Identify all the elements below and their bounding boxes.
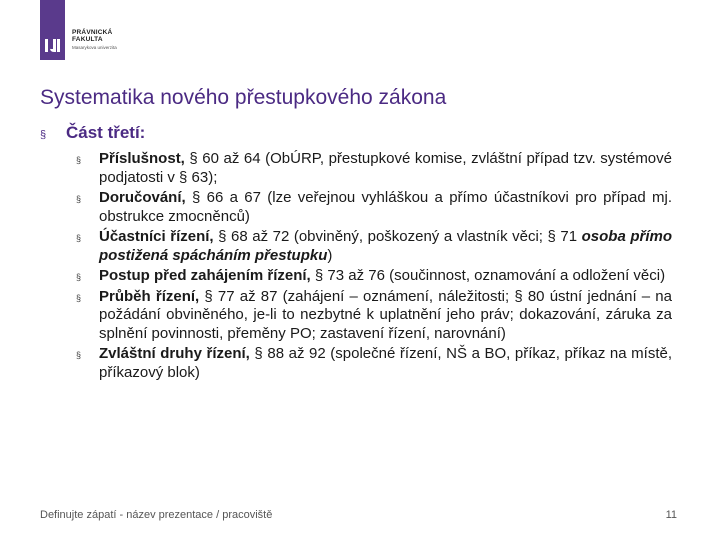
faculty-logo [40, 0, 117, 60]
section-bullet-icon: § [76, 194, 82, 204]
section-bullet-icon: § [76, 350, 82, 360]
item-tail: ) [327, 246, 333, 264]
logo-line-1: PRÁVNICKÁ [72, 29, 113, 36]
list-item [76, 150, 672, 187]
item-emphasis: osoba přímo postižená spácháním přestupku [99, 228, 673, 264]
list-item [76, 189, 672, 226]
list-item-text [99, 228, 672, 265]
item-body: § 68 až 72 (obviněný, poškozený a vlastník věci; § 71 [213, 228, 582, 245]
section-bullet-icon: § [76, 233, 82, 243]
list-item-text [99, 189, 672, 226]
level1-bullet-item [40, 123, 145, 143]
section-bullet-icon: § [76, 272, 82, 282]
list-item-text [99, 267, 672, 286]
level1-text: Část třetí: [66, 123, 146, 142]
item-body: § 66 a 67 (lze veřejnou vyhláškou a přímo účastníkovi pro případ mj. obstrukce zmocněnců) [99, 189, 672, 225]
item-body: § 73 až 76 (součinnost, oznamování a odložení věci) [310, 267, 666, 284]
section-bullet-icon: § [76, 292, 82, 303]
item-heading: Doručování, [99, 189, 186, 206]
item-body: § 88 až 92 (společné řízení, NŠ a BO, příkaz, příkaz na místě, příkazový blok) [99, 345, 673, 381]
page-number: 11 [665, 509, 677, 521]
list-item-text [99, 288, 672, 344]
section-bullet-icon: § [40, 129, 47, 141]
logo-text [72, 30, 117, 50]
list-item [76, 288, 672, 344]
item-heading: Zvláštní druhy řízení, [99, 345, 250, 362]
logo-line-2: FAKULTA [72, 35, 103, 43]
bullet-list [76, 150, 672, 384]
list-item [76, 267, 672, 286]
item-body: § 60 až 64 (ObÚRP, přestupkové komise, zvláštní případ tzv. systémové podjatosti v § 63); [99, 150, 672, 186]
item-heading: Účastníci řízení, [99, 228, 214, 245]
logo-line-3: Masarykova univerzita [72, 44, 117, 50]
slide-title: Systematika nového přestupkového zákona [40, 86, 447, 109]
list-item [76, 345, 672, 382]
item-body: § 77 až 87 (zahájení – oznámení, náležitosti; § 80 ústní jednání – na požádání obviněného, je-li to nezbytné k uplatnění jeho práv; dokazování, záruka za splnění povinnosti, přeměny PO; zastavení řízení, narovnání) [99, 287, 672, 342]
list-item-text [99, 150, 672, 187]
list-item-text [99, 345, 672, 382]
item-heading: Příslušnost, [99, 150, 185, 167]
list-item [76, 228, 672, 265]
faculty-logo-icon [40, 0, 65, 60]
item-heading: Průběh řízení, [99, 287, 200, 305]
item-heading: Postup před zahájením řízení, [99, 267, 311, 284]
section-bullet-icon: § [76, 155, 82, 165]
footer-text: Definujte zápatí - název prezentace / pracoviště [40, 509, 273, 521]
